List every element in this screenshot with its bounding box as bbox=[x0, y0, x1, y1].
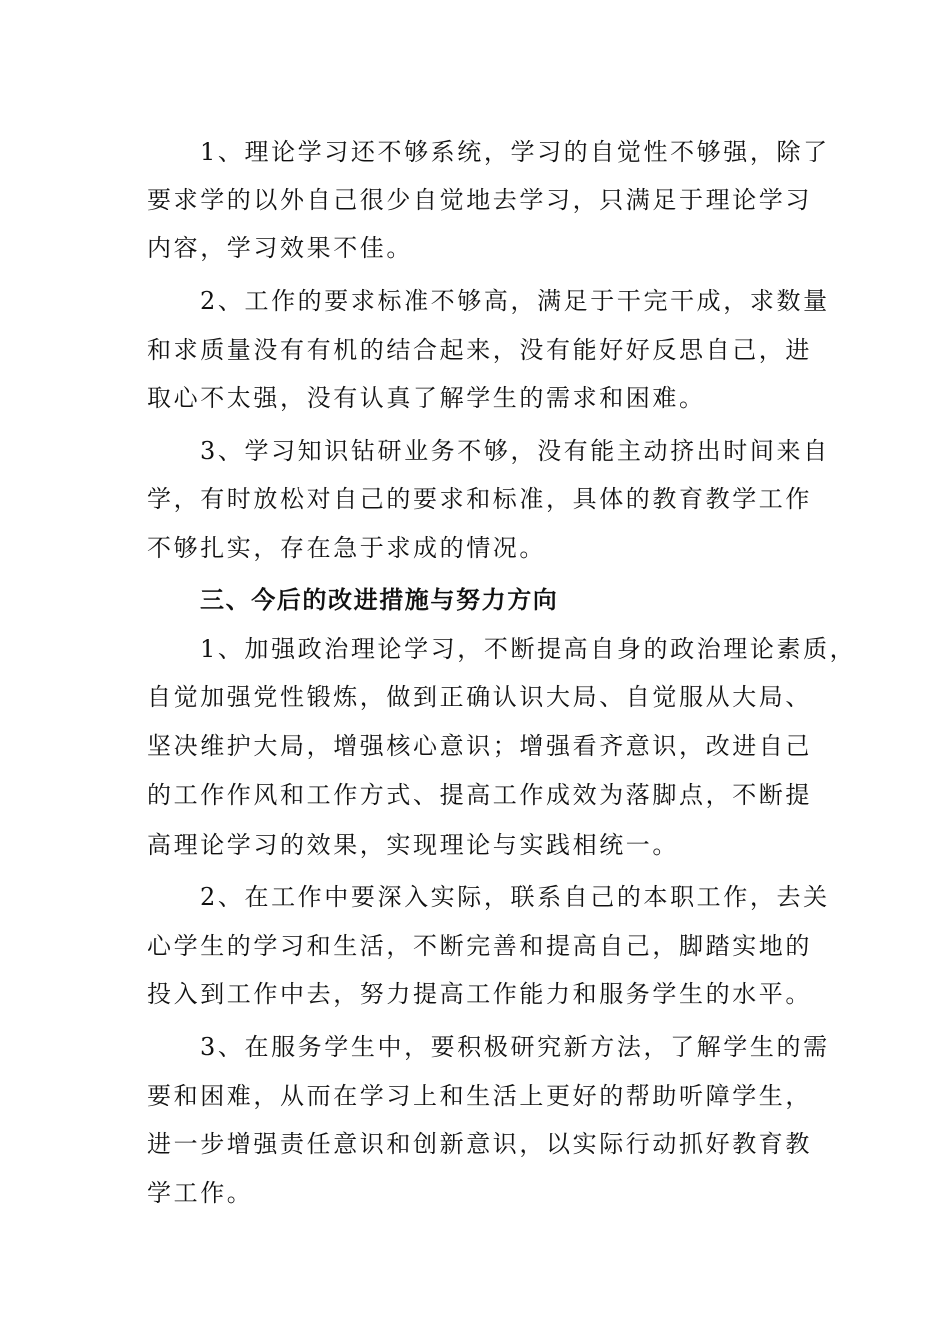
text-line: 1、理论学习还不够系统，学习的自觉性不够强，除了 bbox=[200, 138, 830, 166]
text-line: 2、在工作中要深入实际，联系自己的本职工作，去关 bbox=[200, 883, 830, 911]
section-heading: 三、今后的改进措施与努力方向 bbox=[200, 585, 559, 614]
text-line: 不够扎实，存在急于求成的情况。 bbox=[147, 534, 546, 562]
text-line: 学，有时放松对自己的要求和标准，具体的教育教学工作 bbox=[147, 485, 812, 513]
text-line: 要求学的以外自己很少自觉地去学习，只满足于理论学习 bbox=[147, 186, 812, 214]
text-line: 高理论学习的效果，实现理论与实践相统一。 bbox=[147, 831, 679, 859]
text-line: 坚决维护大局，增强核心意识；增强看齐意识，改进自己 bbox=[147, 732, 812, 760]
text-line: 要和困难，从而在学习上和生活上更好的帮助听障学生， bbox=[147, 1082, 812, 1110]
text-line: 自觉加强党性锻炼，做到正确认识大局、自觉服从大局、 bbox=[147, 683, 812, 711]
text-line: 学工作。 bbox=[147, 1179, 254, 1207]
text-line: 内容，学习效果不佳。 bbox=[147, 234, 413, 262]
text-line: 的工作作风和工作方式、提高工作成效为落脚点，不断提 bbox=[147, 781, 812, 809]
text-line: 心学生的学习和生活，不断完善和提高自己，脚踏实地的 bbox=[147, 932, 812, 960]
text-line: 1、加强政治理论学习，不断提高自身的政治理论素质， bbox=[200, 635, 857, 663]
text-line: 2、工作的要求标准不够高，满足于干完干成，求数量 bbox=[200, 287, 830, 315]
text-line: 3、学习知识钻研业务不够，没有能主动挤出时间来自 bbox=[200, 437, 830, 465]
text-line: 投入到工作中去，努力提高工作能力和服务学生的水平。 bbox=[147, 980, 812, 1008]
text-line: 和求质量没有有机的结合起来，没有能好好反思自己，进 bbox=[147, 336, 812, 364]
text-line: 3、在服务学生中，要积极研究新方法，了解学生的需 bbox=[200, 1033, 830, 1061]
text-line: 进一步增强责任意识和创新意识，以实际行动抓好教育教 bbox=[147, 1130, 812, 1158]
text-line: 取心不太强，没有认真了解学生的需求和困难。 bbox=[147, 384, 706, 412]
